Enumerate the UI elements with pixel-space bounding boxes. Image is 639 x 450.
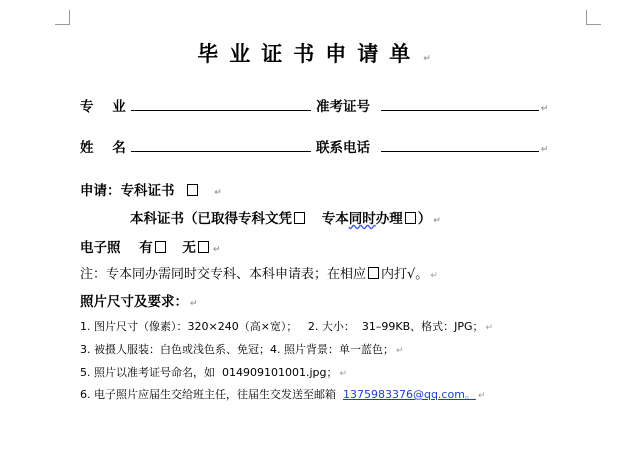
apply-row: 申请：专科证书 ↵: [80, 183, 222, 199]
photo-row: 电子照 有 无 ↵: [80, 240, 221, 256]
phone-field[interactable]: [381, 137, 539, 152]
apply-label: 申请：: [80, 183, 121, 199]
requirement-item-3: 3. 被摄人服装：白色或浅色系、免冠；4. 照片背景：单一蓝色； ↵: [80, 343, 404, 356]
photo-yes-label: 有: [139, 240, 153, 256]
joint-processing-checkbox[interactable]: [405, 212, 416, 224]
bachelor-row: 本科证书（已取得专科文凭 专本同时办理 ） ↵: [130, 211, 441, 227]
name-label: 姓 名: [80, 140, 126, 156]
page-corner-mark-top-right: [586, 10, 601, 25]
junior-certificate-checkbox[interactable]: [187, 184, 198, 196]
bachelor-mid-text: 专本: [321, 211, 349, 227]
diploma-obtained-checkbox[interactable]: [294, 212, 305, 224]
exam-no-field[interactable]: [381, 96, 539, 111]
document-title: 毕业证书申请单 ↵: [197, 42, 442, 66]
close-paren: ）: [417, 211, 432, 227]
photo-no-label: 无: [182, 240, 196, 256]
name-field[interactable]: [131, 137, 311, 152]
page-corner-mark-top-left: [55, 10, 70, 25]
phone-label: 联系电话: [316, 140, 370, 156]
name-row: [80, 136, 311, 156]
junior-certificate-label: 专科证书: [120, 183, 175, 199]
requirement-item-1: 1. 图片尺寸（像素）：320×240（高×宽）； 2. 大小： 31–99KB、格式：JPG； ↵: [80, 320, 494, 333]
photo-yes-checkbox[interactable]: [155, 241, 166, 253]
phone-row: 联系电话 ↵: [316, 136, 548, 156]
major-label: 专 业: [80, 99, 126, 115]
bachelor-wavy-text: 同时: [348, 211, 376, 227]
photo-no-checkbox[interactable]: [198, 241, 209, 253]
exam-no-row: 准考证号 ↵: [316, 95, 548, 115]
requirements-heading: 照片尺寸及要求： ↵: [80, 294, 198, 310]
note-prefix: 注：专本同办需同时交专科、本科申请表；在相应: [80, 267, 367, 282]
note-line: 注：专本同办需同时交专科、本科申请表；在相应 内打√。 ↵: [80, 267, 438, 282]
photo-label: 电子照: [80, 240, 121, 256]
major-row: [80, 95, 311, 115]
bachelor-suffix-text: 办理: [375, 211, 403, 227]
bachelor-certificate-label: 本科证书（已取得专科文凭: [130, 211, 292, 227]
note-box-glyph: [368, 267, 379, 279]
requirement-item-5: 5. 照片以准考证号命名，如 014909101001.jpg； ↵: [80, 366, 348, 379]
exam-no-label: 准考证号: [316, 99, 370, 115]
major-field[interactable]: [131, 96, 311, 111]
note-suffix: 内打√。: [381, 267, 429, 282]
email-link[interactable]: 1375983376@qq.com。: [342, 388, 476, 401]
requirement-item-6: 6. 电子照片应届生交给班主任，往届生交发送至邮箱 1375983376@qq.com。 ↵: [80, 388, 486, 401]
